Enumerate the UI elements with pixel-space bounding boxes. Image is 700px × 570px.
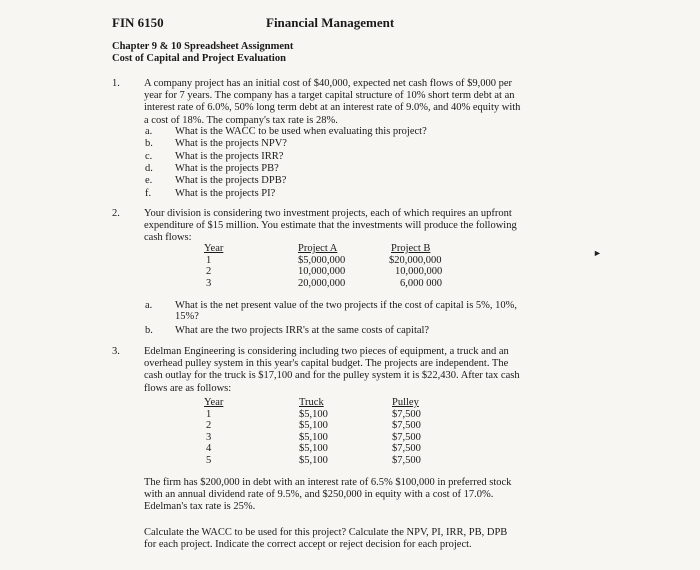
- list-item-label: d.: [145, 162, 153, 174]
- list-item-text: What is the projects PB?: [175, 162, 279, 174]
- question-1-text: [144, 78, 524, 127]
- question-3-number: 3.: [112, 346, 120, 357]
- question-1-number: 1.: [112, 78, 120, 89]
- list-item-label: c.: [145, 150, 153, 162]
- table-cell: 20,000,000: [298, 277, 346, 289]
- assignment-subtitle: Cost of Capital and Project Evaluation: [112, 53, 286, 64]
- table-cell: 10,000,000: [298, 266, 346, 278]
- list-item: [145, 163, 475, 175]
- pulley-column: [392, 397, 442, 467]
- list-item: [145, 188, 475, 200]
- list-item-text: What is the net present value of the two projects if the cost of capital is 5%, 10%,: [175, 300, 518, 311]
- question-3-financing-line: Edelman's tax rate is 25%.: [144, 501, 256, 513]
- question-3-instruction-line: Calculate the WACC to be used for this project? Calculate the NPV, PI, IRR, PB, DPB: [144, 527, 508, 538]
- table-cell: $7,500: [392, 454, 421, 466]
- table-cell: $5,000,000: [298, 254, 346, 266]
- table-cell: 6,000 000: [400, 277, 442, 289]
- course-title: Financial Management: [266, 15, 395, 30]
- list-item-text: What is the projects PI?: [175, 187, 276, 199]
- list-item: [145, 126, 475, 138]
- question-1-line: year for 7 years. The company has a target capital structure of 10% short term debt at an: [144, 90, 515, 102]
- question-1-line: a cost of 18%. The company's tax rate is 28%.: [144, 114, 338, 126]
- question-2-line: Your division is considering two investment projects, each of which requires an upfront: [144, 208, 512, 219]
- table-cell: $5,100: [299, 431, 328, 443]
- table-header: Truck: [299, 397, 324, 408]
- table-cell: 10,000,000: [395, 266, 443, 278]
- table-cell: $5,100: [299, 454, 328, 466]
- table-cell: $7,500: [392, 431, 421, 443]
- table-cell: $7,500: [392, 443, 421, 455]
- list-item: [145, 175, 475, 187]
- question-1-line: A company project has an initial cost of $40,000, expected net cash flows of $9,000 per: [144, 78, 512, 89]
- list-item: [145, 151, 475, 163]
- question-2-subitems: [145, 300, 525, 340]
- cash-flow-table-q2: [200, 243, 480, 293]
- project-b-column: [389, 243, 469, 289]
- question-3-line: flows are as follows:: [144, 382, 232, 394]
- list-item-text: What are the two projects IRR's at the same costs of capital?: [175, 324, 430, 336]
- table-cell: 1: [206, 254, 212, 266]
- question-2-number: 2.: [112, 208, 120, 219]
- table-cell: 3: [206, 431, 212, 443]
- question-3-instructions: [144, 527, 524, 551]
- question-1-subitems: [145, 126, 475, 201]
- question-3-instruction-line: for each project. Indicate the correct accept or reject decision for each project.: [144, 539, 472, 551]
- question-3-financing-line: with an annual dividend rate of 9.5%, and $250,000 in equity with a cost of 17.0%.: [144, 489, 494, 501]
- table-cell: 3: [206, 277, 212, 289]
- list-item: [145, 138, 475, 150]
- table-cell: 2: [206, 266, 212, 278]
- year-column: [204, 243, 234, 289]
- question-3-line: overhead pulley system in this year's capital budget. The projects are independent. The: [144, 358, 509, 370]
- list-item-label: b.: [145, 324, 153, 336]
- table-cell: 4: [206, 443, 212, 455]
- list-item-text-continued: 15%?: [175, 311, 199, 322]
- list-item-text: What is the projects IRR?: [175, 150, 284, 162]
- question-2-line: expenditure of $15 million. You estimate that the investments will produce the following: [144, 220, 517, 232]
- list-item-label: e.: [145, 175, 153, 187]
- list-item-label: a.: [145, 300, 153, 311]
- list-item-label: a.: [145, 126, 153, 137]
- table-header: Year: [204, 397, 224, 408]
- course-code: FIN 6150: [112, 15, 164, 30]
- table-cell: 5: [206, 454, 212, 466]
- table-cell: 1: [206, 408, 212, 420]
- table-cell: $7,500: [392, 408, 421, 420]
- table-cell: $5,100: [299, 408, 328, 420]
- table-cell: $5,100: [299, 420, 328, 432]
- table-header: Project B: [391, 243, 431, 254]
- question-3-line: cash outlay for the truck is $17,100 and for the pulley system it is $22,430. After tax cash: [144, 370, 520, 382]
- project-a-column: [298, 243, 368, 289]
- question-3-text: [144, 346, 524, 395]
- list-item-label: b.: [145, 138, 153, 150]
- table-cell: $7,500: [392, 420, 421, 432]
- year-column: [204, 397, 234, 467]
- question-2-line: cash flows:: [144, 232, 192, 244]
- table-header: Year: [204, 243, 224, 254]
- table-header: Pulley: [392, 397, 419, 408]
- question-2-text: [144, 208, 524, 245]
- question-1-line: interest rate of 6.0%, 50% long term debt at an interest rate of 9.0%, and 40% equity with: [144, 102, 521, 114]
- cash-flow-table-q3: [200, 397, 460, 469]
- assignment-title: Chapter 9 & 10 Spreadsheet Assignment: [112, 41, 294, 52]
- list-item-text: What is the WACC to be used when evaluating this project?: [175, 126, 427, 137]
- cursor-arrow-icon: ►: [593, 248, 602, 258]
- question-3-line: Edelman Engineering is considering including two pieces of equipment, a truck and an: [144, 346, 509, 357]
- table-header: Project A: [298, 243, 338, 254]
- question-3-financing-line: The firm has $200,000 in debt with an interest rate of 6.5% $100,000 in preferred stock: [144, 477, 512, 488]
- table-cell: $5,100: [299, 443, 328, 455]
- table-cell: 2: [206, 420, 212, 432]
- question-3-financing-text: [144, 477, 524, 514]
- list-item-text: What is the projects NPV?: [175, 138, 287, 150]
- list-item-text: What is the projects DPB?: [175, 175, 287, 187]
- truck-column: [299, 397, 349, 467]
- table-cell: $20,000,000: [389, 254, 442, 266]
- list-item-label: f.: [145, 187, 152, 199]
